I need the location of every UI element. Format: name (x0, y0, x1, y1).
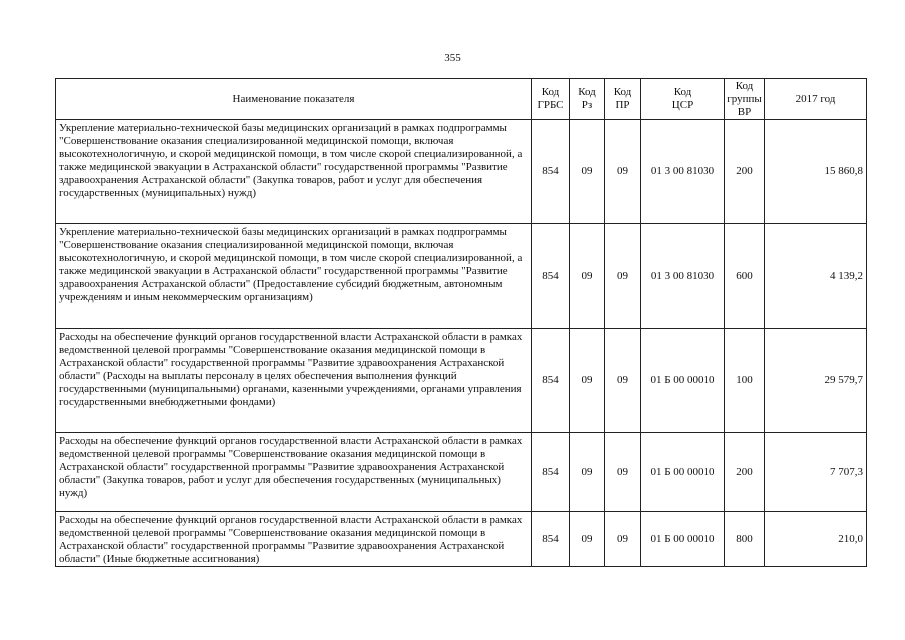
budget-table (55, 78, 867, 567)
header-pr: Код ПР (605, 79, 641, 120)
row-rz: 09 (570, 512, 605, 567)
header-rz: Код Рз (570, 79, 605, 120)
row-csr: 01 3 00 81030 (641, 120, 725, 224)
row-vr: 800 (725, 512, 765, 567)
row-csr: 01 Б 00 00010 (641, 433, 725, 512)
header-row (56, 79, 867, 120)
table-row (56, 224, 867, 329)
row-rz: 09 (570, 329, 605, 433)
row-name: Укрепление материально-технической базы медицинских организаций в рамках подпрограммы "Совершенствование оказания специализированной медицинской помощи, включая высокотехнологичную, и скорой медицинской помощи, в том числе скорой специализированной, а также медицинской эвакуации в Астраханской области" государственной программы "Развитие здравоохранения Астраханской области" (Предоставление субсидий бюджетным, автономным учреждениям и иным некоммерческим организациям) (56, 224, 532, 329)
table-row (56, 120, 867, 224)
row-name: Укрепление материально-технической базы медицинских организаций в рамках подпрограммы "Совершенствование оказания специализированной медицинской помощи, включая высокотехнологичную, и скорой медицинской помощи, в том числе скорой специализированной, а также медицинской эвакуации в Астраханской области" государственной программы "Развитие здравоохранения Астраханской области" (Закупка товаров, работ и услуг для обеспечения государственных (муниципальных) нужд) (56, 120, 532, 224)
row-name: Расходы на обеспечение функций органов государственной власти Астраханской области в рамках ведомственной целевой программы "Совершенствование оказания медицинской помощи в Астраханской области" государственной программы "Развитие здравоохранения Астраханской области" (Иные бюджетные ассигнования) (56, 512, 532, 567)
row-amount: 210,0 (765, 512, 867, 567)
row-csr: 01 3 00 81030 (641, 224, 725, 329)
row-grbs: 854 (532, 224, 570, 329)
row-pr: 09 (605, 120, 641, 224)
page-number: 355 (444, 52, 461, 64)
row-vr: 100 (725, 329, 765, 433)
row-grbs: 854 (532, 120, 570, 224)
row-grbs: 854 (532, 329, 570, 433)
row-amount: 15 860,8 (765, 120, 867, 224)
row-pr: 09 (605, 224, 641, 329)
row-rz: 09 (570, 120, 605, 224)
row-csr: 01 Б 00 00010 (641, 512, 725, 567)
header-name: Наименование показателя (56, 79, 532, 120)
table-row (56, 329, 867, 433)
row-vr: 200 (725, 120, 765, 224)
row-vr: 200 (725, 433, 765, 512)
row-amount: 29 579,7 (765, 329, 867, 433)
header-vr: Код группы ВР (725, 79, 765, 120)
row-amount: 4 139,2 (765, 224, 867, 329)
header-csr: Код ЦСР (641, 79, 725, 120)
row-name: Расходы на обеспечение функций органов государственной власти Астраханской области в рамках ведомственной целевой программы "Совершенствование оказания медицинской помощи в Астраханской области" государственной программы "Развитие здравоохранения Астраханской области" (Расходы на выплаты персоналу в целях обеспечения выполнения функций государственными (муниципальными) органами, казенными учреждениями, органами управления государственными внебюджетными фондами) (56, 329, 532, 433)
row-pr: 09 (605, 329, 641, 433)
row-grbs: 854 (532, 433, 570, 512)
header-year: 2017 год (765, 79, 867, 120)
row-pr: 09 (605, 433, 641, 512)
row-vr: 600 (725, 224, 765, 329)
row-grbs: 854 (532, 512, 570, 567)
header-grbs: Код ГРБС (532, 79, 570, 120)
row-pr: 09 (605, 512, 641, 567)
row-name: Расходы на обеспечение функций органов государственной власти Астраханской области в рамках ведомственной целевой программы "Совершенствование оказания медицинской помощи в Астраханской области" государственной программы "Развитие здравоохранения Астраханской области" (Закупка товаров, работ и услуг для обеспечения государственных (муниципальных) нужд) (56, 433, 532, 512)
row-rz: 09 (570, 433, 605, 512)
row-rz: 09 (570, 224, 605, 329)
row-csr: 01 Б 00 00010 (641, 329, 725, 433)
table-row (56, 433, 867, 512)
row-amount: 7 707,3 (765, 433, 867, 512)
table-row (56, 512, 867, 567)
